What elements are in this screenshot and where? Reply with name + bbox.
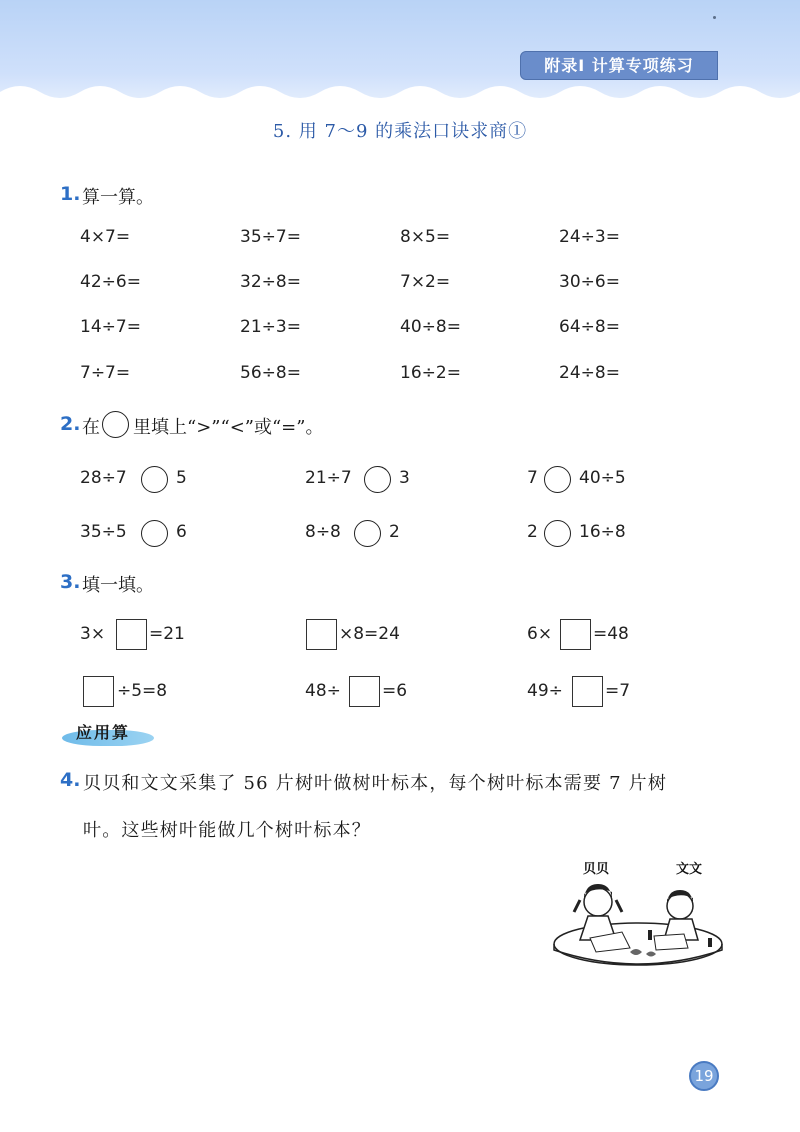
q1-cell: 64÷8=: [559, 317, 620, 337]
q3-before: 6×: [527, 624, 553, 644]
q1-cell: 30÷6=: [559, 272, 620, 292]
q1-cell: 56÷8=: [240, 363, 301, 383]
q3-after: ×8=24: [339, 624, 400, 644]
q2-right: 5: [176, 468, 187, 488]
q2-left: 2: [527, 522, 538, 542]
page-number: 19: [689, 1061, 719, 1091]
header-dot: [713, 16, 716, 19]
q4-number: 4.: [60, 769, 81, 791]
q3-after: =6: [382, 681, 408, 701]
q1-instruction: 算一算。: [82, 187, 154, 208]
q2-right: 40÷5: [579, 468, 626, 488]
section-tag: [62, 720, 154, 746]
children-table-illustration: [550, 878, 725, 970]
q2-answer-circle[interactable]: [141, 466, 168, 493]
q1-cell: 24÷8=: [559, 363, 620, 383]
q1-cell: 7×2=: [400, 272, 451, 292]
q1-cell: 16÷2=: [400, 363, 461, 383]
q2-instruction-before: 在: [82, 417, 100, 438]
q2-right: 6: [176, 522, 187, 542]
q1-cell: 4×7=: [80, 227, 131, 247]
header-wave: [0, 78, 800, 118]
q3-answer-box[interactable]: [83, 676, 114, 707]
q2-right: 16÷8: [579, 522, 626, 542]
q2-left: 35÷5: [80, 522, 127, 542]
q2-left: 7: [527, 468, 538, 488]
q2-left: 8÷8: [305, 522, 341, 542]
kid-label-left: 贝贝: [583, 862, 610, 877]
q2-answer-circle[interactable]: [141, 520, 168, 547]
q2-answer-circle[interactable]: [354, 520, 381, 547]
q1-cell: 35÷7=: [240, 227, 301, 247]
q2-answer-circle[interactable]: [544, 466, 571, 493]
section-tag-label: 应用算: [76, 723, 131, 742]
q3-answer-box[interactable]: [349, 676, 380, 707]
q2-answer-circle[interactable]: [364, 466, 391, 493]
q1-cell: 42÷6=: [80, 272, 141, 292]
q1-cell: 21÷3=: [240, 317, 301, 337]
q2-right: 2: [389, 522, 400, 542]
q3-instruction: 填一填。: [82, 575, 154, 596]
q1-cell: 8×5=: [400, 227, 451, 247]
q2-left: 21÷7: [305, 468, 352, 488]
q3-after: =21: [149, 624, 185, 644]
q2-circle-example: [102, 411, 129, 438]
q4-line1: 贝贝和文文采集了 56 片树叶做树叶标本，每个树叶标本需要 7 片树: [83, 773, 668, 794]
lesson-title: 5. 用 7～9 的乘法口诀求商①: [272, 121, 528, 142]
q1-cell: 14÷7=: [80, 317, 141, 337]
q3-after: =7: [605, 681, 631, 701]
q2-answer-circle[interactable]: [544, 520, 571, 547]
q3-answer-box[interactable]: [560, 619, 591, 650]
q3-before: 3×: [80, 624, 106, 644]
q1-cell: 24÷3=: [559, 227, 620, 247]
q2-number: 2.: [60, 413, 81, 435]
q1-cell: 7÷7=: [80, 363, 131, 383]
q3-before: 49÷: [527, 681, 563, 701]
q4-line2: 叶。这些树叶能做几个树叶标本？: [83, 820, 371, 841]
q3-answer-box[interactable]: [306, 619, 337, 650]
q3-number: 3.: [60, 571, 81, 593]
q3-answer-box[interactable]: [116, 619, 147, 650]
q1-cell: 40÷8=: [400, 317, 461, 337]
q3-after: ÷5=8: [117, 681, 168, 701]
appendix-tab: 附录Ⅰ 计算专项练习: [520, 51, 718, 80]
q2-instruction-after: 里填上“>”“<”或“=”。: [133, 417, 324, 438]
q2-right: 3: [399, 468, 410, 488]
q3-before: 48÷: [305, 681, 341, 701]
kid-label-right: 文文: [676, 862, 703, 877]
q3-answer-box[interactable]: [572, 676, 603, 707]
q1-number: 1.: [60, 183, 81, 205]
q3-after: =48: [593, 624, 629, 644]
q1-cell: 32÷8=: [240, 272, 301, 292]
q2-left: 28÷7: [80, 468, 127, 488]
